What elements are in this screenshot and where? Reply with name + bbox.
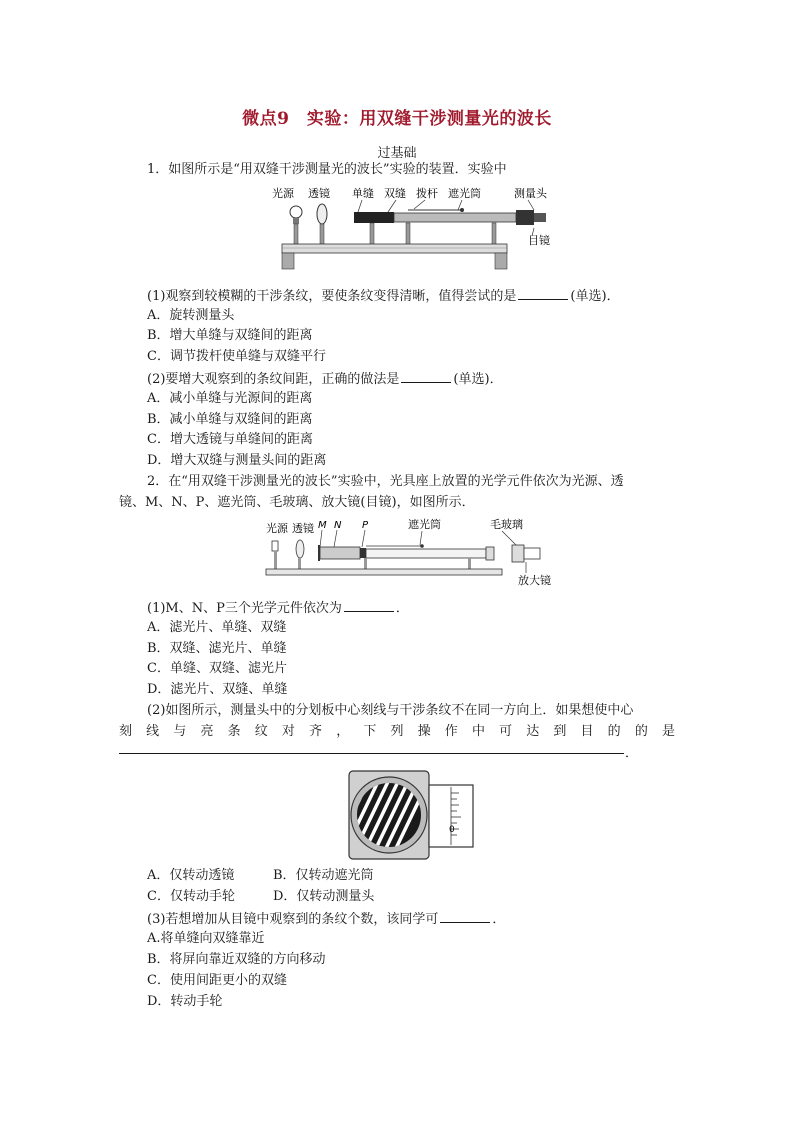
- q2-part1-option-d: D．滤光片、双缝、单缝: [147, 682, 288, 697]
- q2-part2-option-a: A．仅转动透镜: [147, 868, 235, 883]
- q1-part1-option-c: C．调节拨杆使单缝与双缝平行: [147, 349, 326, 364]
- q2-part3-option-b: B．将屏向靠近双缝的方向移动: [147, 952, 326, 967]
- q2-part1-option-a: A．滤光片、单缝、双缝: [147, 620, 287, 635]
- label-n: N: [334, 520, 342, 531]
- answer-blank[interactable]: [344, 599, 394, 612]
- q2-part2-option-c: C．仅转动手轮: [147, 889, 235, 904]
- q2-part3-option-c: C．使用间距更小的双缝: [147, 973, 287, 988]
- q1-part1-question: (1)观察到较模糊的干涉条纹，要使条纹变得清晰，值得尝试的是 (单选)．: [147, 289, 620, 304]
- q2-part2-end: ．: [625, 746, 639, 761]
- answer-blank[interactable]: [401, 370, 451, 383]
- answer-blank[interactable]: [518, 287, 568, 300]
- section-heading: 过基础: [377, 146, 417, 161]
- q2-part2-option-d: D．仅转动测量头: [273, 889, 375, 904]
- label-lens: 透镜: [292, 522, 314, 535]
- shade-tube: [366, 549, 486, 558]
- label-light-source: 光源: [272, 187, 294, 200]
- q1-apparatus-figure: [262, 182, 552, 278]
- label-lens: 透镜: [308, 187, 330, 200]
- label-shade-tube: 遮光筒: [448, 187, 481, 200]
- scale-zero: 0: [449, 825, 455, 835]
- bulb-icon: [290, 206, 302, 218]
- q2-stem-line1: 2．在“用双缝干涉测量光的波长”实验中，光具座上放置的光学元件依次为光源、透: [147, 474, 624, 489]
- q2-part2-line2: 刻线与亮条纹对齐，下列操作中可达到目的的是: [119, 724, 675, 739]
- q1-part2-option-a: A．减小单缝与光源间的距离: [147, 391, 313, 406]
- measuring-head: [516, 210, 534, 225]
- label-p: P: [362, 520, 369, 531]
- answer-blank[interactable]: [440, 910, 490, 923]
- q2-part1-option-b: B．双缝、滤光片、单缝: [147, 641, 287, 656]
- q2-part3-option-a: A.将单缝向双缝靠近: [147, 931, 265, 946]
- q2-part1-question: (1)M、N、P三个光学元件依次为 ．: [147, 601, 409, 616]
- q2-part3-question: (3)若想增加从目镜中观察到的条纹个数，该同学可 ．: [147, 912, 506, 927]
- answer-blank-long[interactable]: [119, 752, 624, 754]
- label-measuring-head: 测量头: [514, 187, 547, 200]
- q1-part1-option-a: A．旋转测量头: [147, 308, 235, 323]
- slit-housing: [354, 212, 394, 223]
- label-frosted-glass: 毛玻璃: [490, 518, 523, 531]
- q2-part2-option-b: B．仅转动遮光筒: [273, 868, 374, 883]
- shade-tube: [394, 213, 516, 222]
- reticle-figure: [347, 769, 477, 861]
- label-m: M: [318, 520, 327, 531]
- q2-part1-option-c: C．单缝、双缝、滤光片: [147, 661, 287, 676]
- q1-part2-option-c: C．增大透镜与单缝间的距离: [147, 432, 313, 447]
- q1-part2-option-b: B．减小单缝与双缝间的距离: [147, 412, 313, 427]
- q1-part2-option-d: D．增大双缝与测量头间的距离: [147, 453, 327, 468]
- label-double-slit: 双缝: [384, 187, 406, 200]
- label-single-slit: 单缝: [352, 187, 374, 200]
- q1-part1-option-b: B．增大单缝与双缝间的距离: [147, 328, 313, 343]
- q1-part2-question: (2)要增大观察到的条纹间距，正确的做法是 (单选)．: [147, 372, 503, 387]
- lens-icon: [317, 204, 327, 224]
- label-eyepiece: 目镜: [528, 234, 550, 247]
- label-shade-tube: 遮光筒: [408, 518, 441, 531]
- label-lever: 拨杆: [416, 187, 438, 200]
- q2-part3-option-d: D．转动手轮: [147, 994, 223, 1009]
- optical-rail: [266, 569, 502, 575]
- page-title: 微点9 实验：用双缝干涉测量光的波长: [242, 109, 552, 129]
- q1-stem: 1．如图所示是“用双缝干涉测量光的波长”实验的装置．实验中: [147, 162, 507, 177]
- q2-stem-line2: 镜、M、N、P、遮光筒、毛玻璃、放大镜(目镜)，如图所示．: [119, 495, 475, 510]
- q2-apparatus-figure: [262, 517, 562, 589]
- optical-rail: [282, 244, 507, 253]
- label-magnifier: 放大镜: [518, 574, 551, 587]
- label-light-source: 光源: [266, 522, 288, 535]
- q2-part2-line1: (2)如图所示，测量头中的分划板中心刻线与干涉条纹不在同一方向上．如果想使中心: [147, 703, 634, 718]
